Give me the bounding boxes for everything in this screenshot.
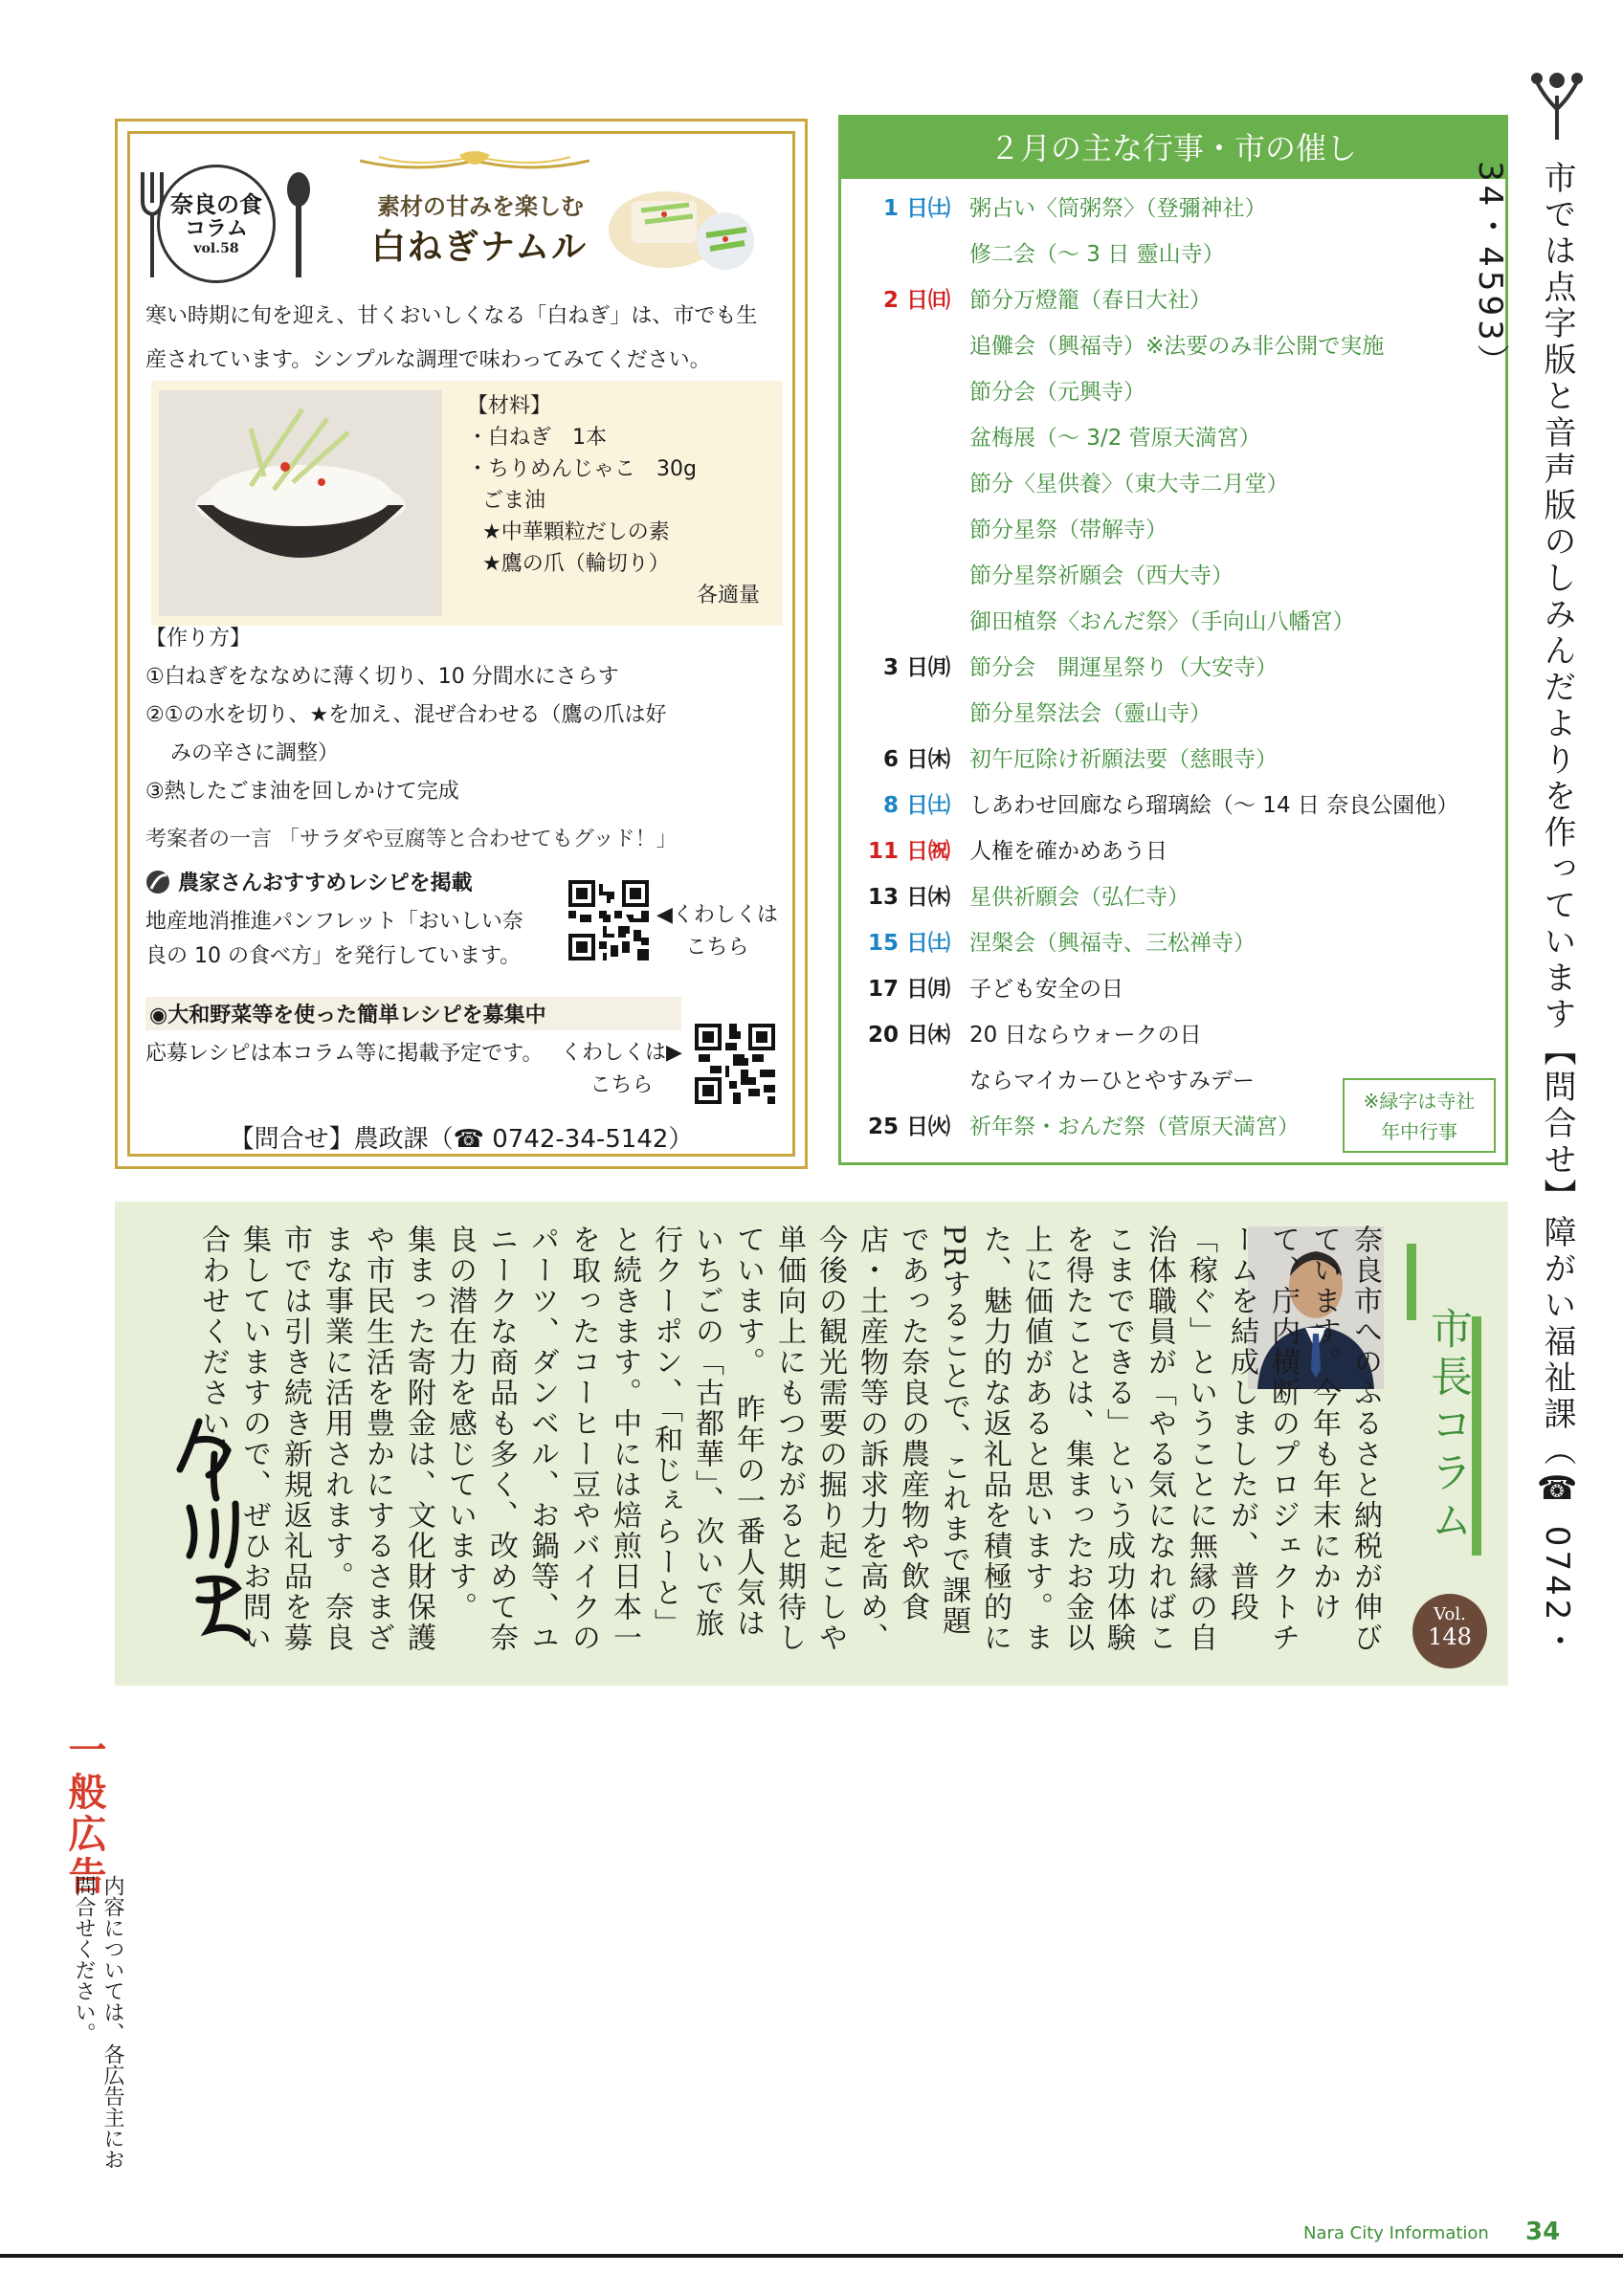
event-row bbox=[849, 917, 1498, 963]
event-date: 17 日㈪ bbox=[867, 976, 950, 1002]
method-heading: 【作り方】 bbox=[145, 627, 252, 651]
event-row bbox=[849, 963, 1498, 1009]
event-date: 2 日㈰ bbox=[882, 287, 950, 313]
ingredients-heading: 【材料】 bbox=[467, 394, 552, 418]
recipe-recruit-heading: ◉大和野菜等を使った簡単レシピを募集中 bbox=[145, 997, 681, 1030]
event-row bbox=[849, 412, 1498, 458]
farmer-recipe-heading bbox=[145, 867, 473, 896]
event-row bbox=[849, 504, 1498, 550]
event-name: 修二会（～ 3 日 靈山寺） bbox=[969, 241, 1225, 267]
event-row bbox=[849, 183, 1498, 229]
event-name: ならマイカーひとやすみデー bbox=[969, 1068, 1255, 1093]
farmer-recipe-text: 地産地消推進パンフレット「おいしい奈良の 10 の食べ方」を発行しています。 bbox=[145, 910, 523, 968]
braille-audio-notice: 市では点字版と音声版のしみんだよりを作っています【問合せ】障がい福祉課（☎ 0742・34・4593） bbox=[1471, 161, 1576, 1661]
events-note-line-2: 年中行事 bbox=[1381, 1120, 1457, 1143]
method-step: ①白ねぎをななめに薄く切り、10 分間水にさらす bbox=[145, 665, 619, 689]
event-row bbox=[849, 275, 1498, 320]
event-date: 6 日㈭ bbox=[882, 746, 950, 772]
ingredient-item: ★中華顆粒だしの素 bbox=[482, 520, 670, 544]
food-column bbox=[115, 119, 808, 1169]
event-name: 節分星祭祈願会（西大寺） bbox=[969, 563, 1234, 588]
event-name: 涅槃会（興福寺、三松禅寺） bbox=[969, 930, 1256, 956]
event-name: 節分万燈籠（春日大社） bbox=[969, 287, 1212, 313]
method-step: ③熱したごま油を回しかけて完成 bbox=[145, 780, 459, 804]
food-intro-text: 寒い時期に旬を迎え、甘くおいしくなる「白ねぎ」は、市でも生産されています。シンプルな調理で味わってみてください。 bbox=[145, 304, 758, 372]
event-name: 人権を確かめあう日 bbox=[969, 838, 1167, 864]
event-name: 初午厄除け祈願法要（慈眼寺） bbox=[969, 746, 1278, 772]
event-row bbox=[849, 826, 1498, 872]
event-row bbox=[849, 688, 1498, 734]
dish-photo bbox=[607, 172, 754, 272]
food-title: 白ねぎナムル bbox=[370, 227, 589, 267]
mayor-column-title: 市長コラム bbox=[1423, 1307, 1472, 1546]
event-name: 粥占い〈筒粥祭〉（登彌神社） bbox=[969, 195, 1267, 221]
food-subtitle: 素材の甘みを楽しむ bbox=[377, 192, 584, 220]
food-contact: 【問合せ】農政課（☎ 0742-34-5142） bbox=[229, 1125, 694, 1154]
qr-code-pamphlet[interactable] bbox=[568, 880, 649, 960]
event-date: 11 日㈷ bbox=[867, 838, 950, 864]
event-name: 子ども安全の日 bbox=[969, 976, 1123, 1002]
event-date: 1 日㈯ bbox=[882, 195, 950, 221]
event-row bbox=[849, 229, 1498, 275]
mayor-column-text: 奈良市へのふるさと納税が伸びています。今年も年末にかけて、庁内横断のプロジェクトチームを結成しましたが、普段「稼ぐ」ということに無縁の自治体職員が「やる気になればここまでできる」という成功体験を得たことは、集まったお金以上に価値があると思います。また、魅力的な返礼品を積極的にPRすることで、これまで課題であった奈良の農産物や飲食店・土産物等の訴求力を高め、今後の観光需要の掘り起こしや単価向上にもつながると期待しています。 昨年の一番人気はいちごの「古都華」、次いで旅行クーポン、「和じぇらーと」と続きます。中には焙煎日本一を取ったコーヒー豆やバイクのパーツ、ダンベル、お鍋等、ユニークな商品も多く、改めて奈良の潜在力を感じています。 集まった寄附金は、文化財保護や市民生活を豊かにするさまざまな事業に活用されます。奈良市では引き続き新規返礼品を募集していますので、ぜひお問い合わせください！ bbox=[196, 1225, 1382, 1653]
event-date: 20 日㈭ bbox=[867, 1022, 950, 1048]
qr-code-recruit[interactable] bbox=[695, 1024, 775, 1104]
event-name: 節分星祭（帯解寺） bbox=[969, 517, 1167, 542]
ingredient-item: ・ちりめんじゃこ 30g bbox=[467, 457, 697, 481]
event-date: 25 日㈫ bbox=[867, 1114, 950, 1139]
events-header: ２月の主な行事・市の催し bbox=[841, 118, 1505, 179]
events-list bbox=[841, 179, 1505, 1151]
mayor-title-accent bbox=[1407, 1244, 1416, 1320]
mayor-column bbox=[115, 1202, 1508, 1686]
link-pamphlet-details[interactable] bbox=[656, 899, 778, 964]
food-column-inner bbox=[127, 131, 795, 1157]
event-name: 星供祈願会（弘仁寺） bbox=[969, 884, 1189, 910]
event-row bbox=[849, 550, 1498, 596]
event-row bbox=[849, 366, 1498, 412]
event-name: 盆梅展（～ 3/2 菅原天満宮） bbox=[969, 425, 1261, 451]
ingredient-item: ・白ねぎ 1本 bbox=[467, 426, 607, 450]
mayor-vol-label: Vol. bbox=[1434, 1604, 1466, 1624]
events-note-line-1: ※緑字は寺社 bbox=[1363, 1090, 1476, 1113]
mayor-vol-badge bbox=[1412, 1594, 1487, 1668]
mayor-vol-number: 148 bbox=[1428, 1623, 1472, 1650]
event-name: 20 日ならウォークの日 bbox=[969, 1022, 1202, 1048]
badge-line-1: 奈良の食 bbox=[170, 189, 262, 218]
event-row bbox=[849, 734, 1498, 780]
event-name: 御田植祭〈おんだ祭〉（手向山八幡宮） bbox=[969, 608, 1355, 634]
event-name: 節分〈星供養〉（東大寺二月堂） bbox=[969, 471, 1289, 497]
events-note bbox=[1343, 1078, 1496, 1153]
events-panel bbox=[838, 115, 1508, 1165]
link-recruit-line-2: こちら bbox=[589, 1073, 654, 1097]
link-recruit-details[interactable] bbox=[561, 1037, 682, 1102]
event-row bbox=[849, 780, 1498, 826]
bottom-rule bbox=[0, 2254, 1623, 2258]
bowl-photo bbox=[159, 390, 442, 616]
event-name: 追儺会（興福寺）※法要のみ非公開で実施 bbox=[969, 333, 1385, 359]
ad-text: 内容については、各広告主にお問合せください。 bbox=[72, 1875, 124, 2170]
leaf-icon bbox=[145, 870, 170, 894]
badge-line-2: コラム bbox=[185, 216, 248, 242]
event-name: 節分会（元興寺） bbox=[969, 379, 1145, 405]
event-row bbox=[849, 320, 1498, 366]
event-row bbox=[849, 872, 1498, 917]
event-row bbox=[849, 596, 1498, 642]
ingredient-item: ★鷹の爪（輪切り） bbox=[482, 552, 670, 576]
footer-label: Nara City Information bbox=[1303, 2223, 1489, 2243]
ribbon-ornament bbox=[360, 145, 589, 176]
event-date: 3 日㈪ bbox=[882, 654, 950, 680]
link-pamphlet-line-1: ◀くわしくは bbox=[656, 903, 778, 927]
mayor-title-accent-2 bbox=[1472, 1316, 1481, 1556]
page-number: 34 bbox=[1525, 2218, 1561, 2246]
event-name: 節分星祭法会（靈山寺） bbox=[969, 700, 1212, 726]
ingredient-item: ごま油 bbox=[482, 489, 546, 513]
event-date: 8 日㈯ bbox=[882, 792, 950, 818]
method-step: ②①の水を切り、★を加え、混ぜ合わせる（鷹の爪は好 bbox=[145, 703, 667, 727]
food-column-badge bbox=[157, 165, 276, 283]
sprout-icon bbox=[1529, 71, 1585, 140]
link-pamphlet-line-2: こちら bbox=[685, 936, 749, 960]
recipe-recruit-text: 応募レシピは本コラム等に掲載予定です。 bbox=[145, 1042, 544, 1066]
creator-comment: 考案者の一言 「サラダや豆腐等と合わせてもグッド！」 bbox=[145, 828, 678, 851]
method-step: みの辛さに調整） bbox=[170, 741, 340, 765]
ingredients-list bbox=[467, 390, 773, 611]
farmer-recipe-title: 農家さんおすすめレシピを掲載 bbox=[178, 872, 473, 895]
event-date: 13 日㈭ bbox=[867, 884, 950, 910]
recipe-box bbox=[151, 381, 783, 626]
event-row bbox=[849, 458, 1498, 504]
badge-line-3: vol.58 bbox=[193, 241, 239, 257]
ad-title: 一般広告 bbox=[62, 1730, 106, 1898]
event-row bbox=[849, 1009, 1498, 1055]
event-name: 祈年祭・おんだ祭（菅原天満宮） bbox=[969, 1114, 1300, 1139]
mayor-signature bbox=[161, 1412, 276, 1651]
event-name: しあわせ回廊なら瑠璃絵（～ 14 日 奈良公園他） bbox=[969, 792, 1459, 818]
event-date: 15 日㈯ bbox=[867, 930, 950, 956]
event-row bbox=[849, 642, 1498, 688]
spoon-icon bbox=[285, 172, 312, 277]
ingredient-amount: 各適量 bbox=[696, 584, 760, 607]
link-recruit-line-1: くわしくは▶ bbox=[561, 1041, 682, 1065]
method-section bbox=[145, 620, 796, 811]
event-name: 節分会 開運星祭り（大安寺） bbox=[969, 654, 1278, 680]
